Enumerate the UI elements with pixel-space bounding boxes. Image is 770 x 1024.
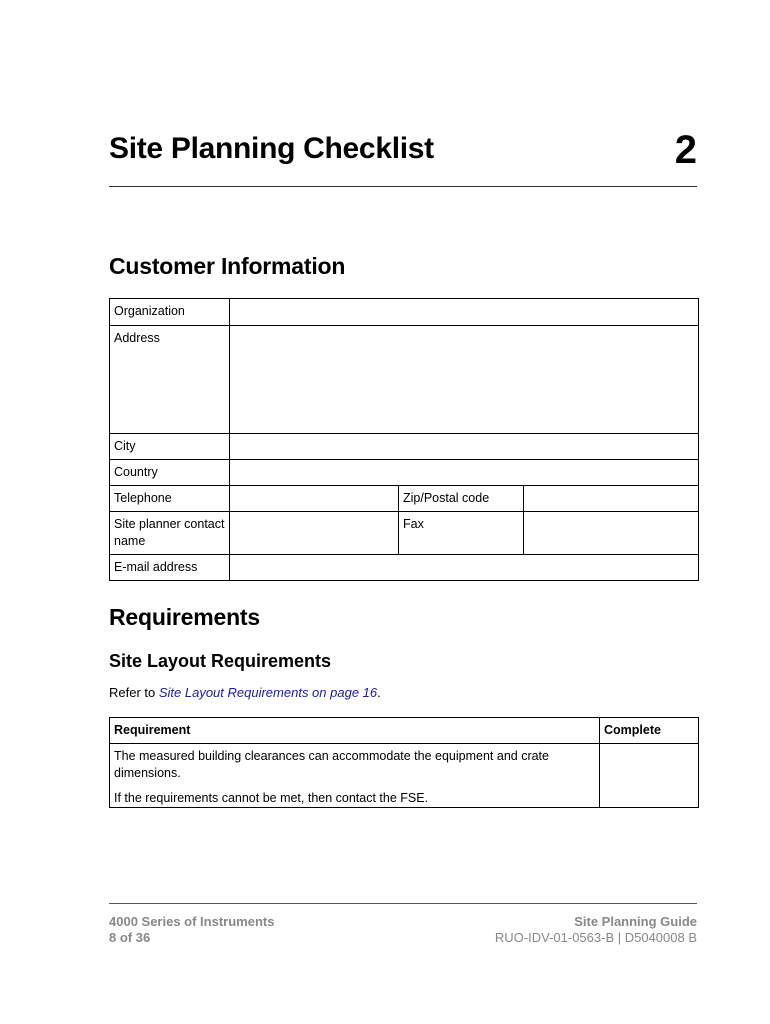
footer-doc-id: RUO-IDV-01-0563-B | D5040008 B bbox=[494, 930, 697, 945]
table-row bbox=[110, 744, 699, 808]
city-field[interactable] bbox=[230, 434, 699, 460]
requirement-line-2: If the requirements cannot be met, then contact the FSE. bbox=[114, 791, 429, 805]
complete-cell[interactable] bbox=[600, 744, 699, 808]
requirements-heading: Requirements bbox=[109, 604, 260, 630]
organization-field[interactable] bbox=[230, 299, 699, 326]
refer-prefix: Refer to bbox=[109, 685, 159, 700]
address-field[interactable] bbox=[230, 326, 699, 434]
label-telephone: Telephone bbox=[110, 486, 230, 512]
footer-guide-title: Site Planning Guide bbox=[574, 914, 697, 929]
row-organization bbox=[110, 299, 699, 326]
row-email bbox=[110, 555, 699, 581]
chapter-divider bbox=[109, 186, 697, 187]
zip-field[interactable] bbox=[524, 486, 699, 512]
requirements-header-row bbox=[110, 718, 699, 744]
row-telephone bbox=[110, 486, 699, 512]
requirements-table bbox=[109, 717, 699, 808]
refer-suffix: . bbox=[377, 685, 381, 700]
label-address: Address bbox=[110, 326, 230, 434]
refer-text bbox=[109, 685, 381, 700]
footer-left bbox=[109, 914, 274, 945]
col-requirement-header: Requirement bbox=[110, 718, 600, 744]
site-layout-link[interactable]: Site Layout Requirements on page 16 bbox=[158, 685, 378, 700]
requirement-line-1: The measured building clearances can accommodate the equipment and crate dimensions. bbox=[114, 749, 549, 780]
telephone-field[interactable] bbox=[230, 486, 399, 512]
requirement-cell bbox=[110, 744, 600, 808]
footer-divider bbox=[109, 903, 697, 904]
footer-product-title: 4000 Series of Instruments bbox=[109, 914, 275, 929]
fax-field[interactable] bbox=[524, 512, 699, 555]
label-email: E-mail address bbox=[110, 555, 230, 581]
label-country: Country bbox=[110, 460, 230, 486]
label-zip: Zip/Postal code bbox=[399, 486, 524, 512]
country-field[interactable] bbox=[230, 460, 699, 486]
label-organization: Organization bbox=[110, 299, 230, 326]
label-fax: Fax bbox=[399, 512, 524, 555]
site-layout-heading: Site Layout Requirements bbox=[109, 651, 332, 671]
customer-info-table bbox=[109, 298, 699, 581]
email-field[interactable] bbox=[230, 555, 699, 581]
label-site-planner: Site planner contact name bbox=[110, 512, 230, 555]
chapter-number: 2 bbox=[674, 128, 697, 172]
customer-info-heading: Customer Information bbox=[109, 253, 346, 279]
row-country bbox=[110, 460, 699, 486]
row-address bbox=[110, 326, 699, 434]
label-city: City bbox=[110, 434, 230, 460]
footer-right bbox=[495, 914, 697, 945]
row-site-planner bbox=[110, 512, 699, 555]
site-planner-field[interactable] bbox=[230, 512, 399, 555]
footer-page-number: 8 of 36 bbox=[109, 930, 151, 945]
col-complete-header: Complete bbox=[600, 718, 699, 744]
page-title: Site Planning Checklist bbox=[109, 132, 434, 165]
row-city bbox=[110, 434, 699, 460]
